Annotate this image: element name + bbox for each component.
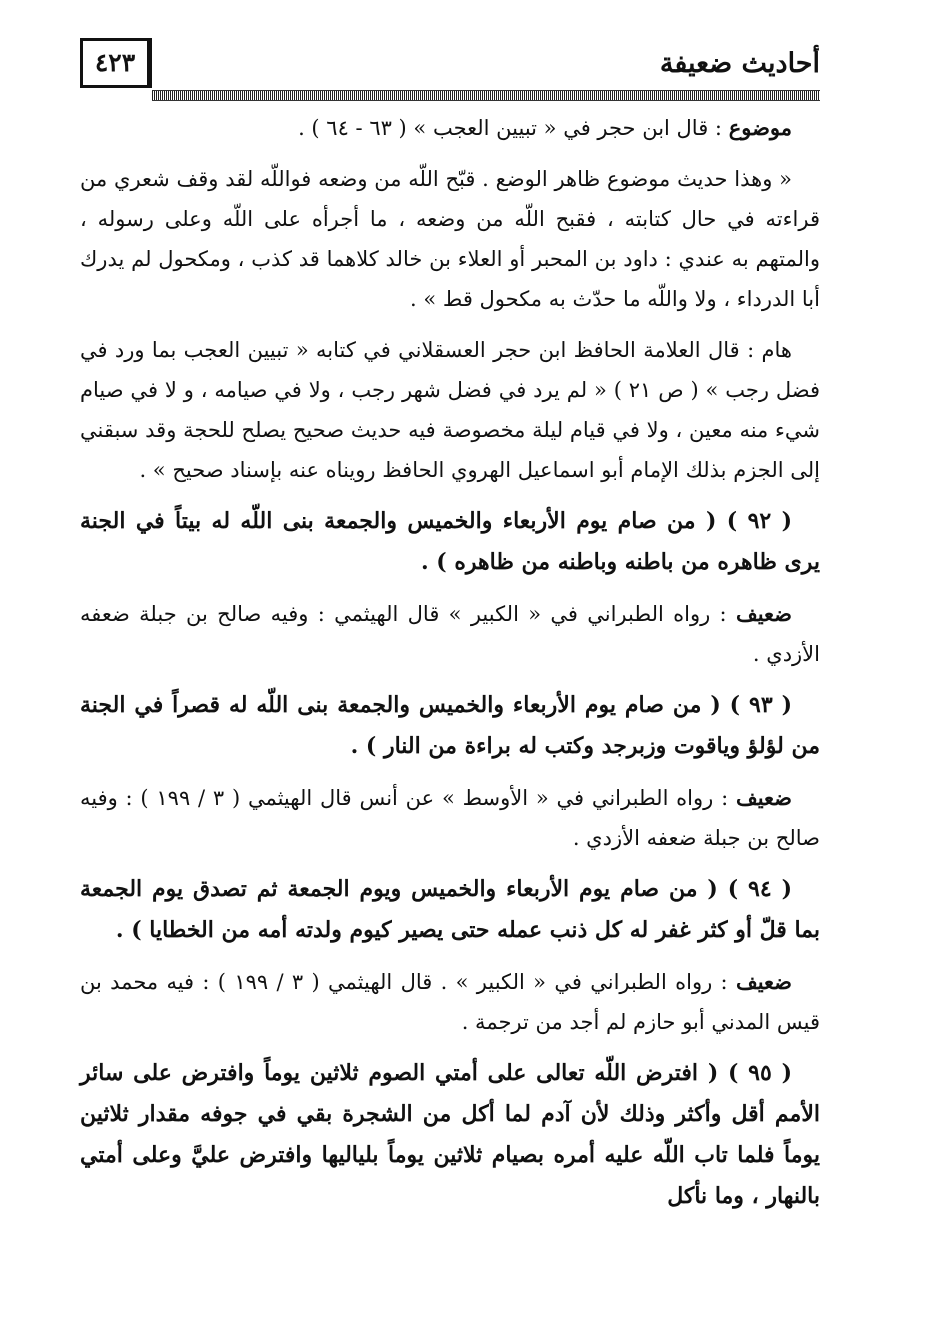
hadith-text: ( ٩٣ ) ( من صام يوم الأربعاء والخميس والجمعة بنى اللّه له قصراً في الجنة من لؤلؤ وياقوت وزبرجد وكتب له براءة من النار ) . [80, 692, 820, 759]
running-title: أحاديث ضعيفة [659, 48, 820, 79]
paragraph-text: « وهذا حديث موضوع ظاهر الوضع . قبّح اللّه من وضعه فواللّه لقد وقف شعري من قراءته في حال كتابته ، فقبح اللّه من وضعه ، ما أجرأه على اللّه وعلى رسوله ، والمتهم به عندي : داود بن المحبر أو العلاء بن خالد كلاهما قد كذب ، ومكحول لم يدرك أبا الدرداء ، ولا واللّه ما حدّث به مكحول قط » . [80, 167, 820, 311]
hadith-text: ( ٩٢ ) ( من صام يوم الأربعاء والخميس والجمعة بنى اللّه له بيتاً في الجنة يرى ظاهره من باطنه وباطنه من ظاهره ) . [80, 508, 820, 575]
paragraph-text: هام : قال العلامة الحافظ ابن حجر العسقلاني في كتابه « تبيين العجب بما ورد في فضل رجب » ( ص ٢١ ) « لم يرد في فضل شهر رجب ، ولا في صيامه ، و لا في صيام شيء منه معين ، ولا في قيام ليلة مخصوصة فيه حديث صحيح يصلح للحجة وقد سبقني إلى الجزم بذلك الإمام أبو اسماعيل الهروي الحافظ رويناه عنه بإسناد صحيح » . [80, 338, 821, 482]
grading-94 [80, 962, 820, 1042]
page-header [80, 38, 820, 100]
hadith-95 [80, 1053, 820, 1217]
hadith-93 [80, 685, 820, 767]
page-number-box [80, 38, 152, 88]
header-rule [152, 90, 820, 101]
verdict-label: ضعيف [735, 601, 792, 626]
hadith-text: ( ٩٥ ) ( افترض اللّه تعالى على أمتي الصوم ثلاثين يوماً وافترض على سائر الأمم أقل وأكثر وذلك لأن آدم لما أكل من الشجرة بقي في جوفه مقدار ثلاثين يوماً فلما تاب اللّه عليه أمره بصيام ثلاثين يوماً بلياليها وافترض عليَّ وعلى أمتي بالنهار ، وما نأكل [80, 1060, 820, 1209]
paragraph-important-note [80, 330, 820, 490]
page-number: ٤٢٣ [94, 48, 136, 77]
paragraph-text: : قال ابن حجر في « تبيين العجب » ( ٦٣ - ٦٤ ) . [298, 116, 729, 140]
hadith-94 [80, 869, 820, 951]
hadith-92 [80, 501, 820, 583]
paragraph-quote [80, 159, 820, 319]
hadith-text: ( ٩٤ ) ( من صام يوم الأربعاء والخميس ويوم الجمعة ثم تصدق يوم الجمعة بما قلّ أو كثر غفر له كل ذنب عمله حتى يصير كيوم ولدته أمه من الخطايا ) . [80, 876, 820, 943]
verdict-label: ضعيف [735, 785, 792, 810]
verdict-label: موضوع [728, 115, 792, 140]
verdict-label: ضعيف [735, 969, 792, 994]
grading-93 [80, 778, 820, 858]
paragraph-text: : رواه الطبراني في « الكبير » قال الهيثمي : وفيه صالح بن جبلة ضعفه الأزدي . [80, 602, 820, 666]
paragraph-text: : رواه الطبراني في « الكبير » . قال الهيثمي ( ٣ / ١٩٩ ) : فيه محمد بن قيس المدني أبو حازم لم أجد من ترجمة . [80, 970, 820, 1034]
paragraph-text: : رواه الطبراني في « الأوسط » عن أنس قال الهيثمي ( ٣ / ١٩٩ ) : وفيه صالح بن جبلة ضعفه الأزدي . [80, 786, 820, 850]
grading-92 [80, 594, 820, 674]
page-body [80, 108, 820, 1217]
paragraph-mawdu [80, 108, 820, 148]
